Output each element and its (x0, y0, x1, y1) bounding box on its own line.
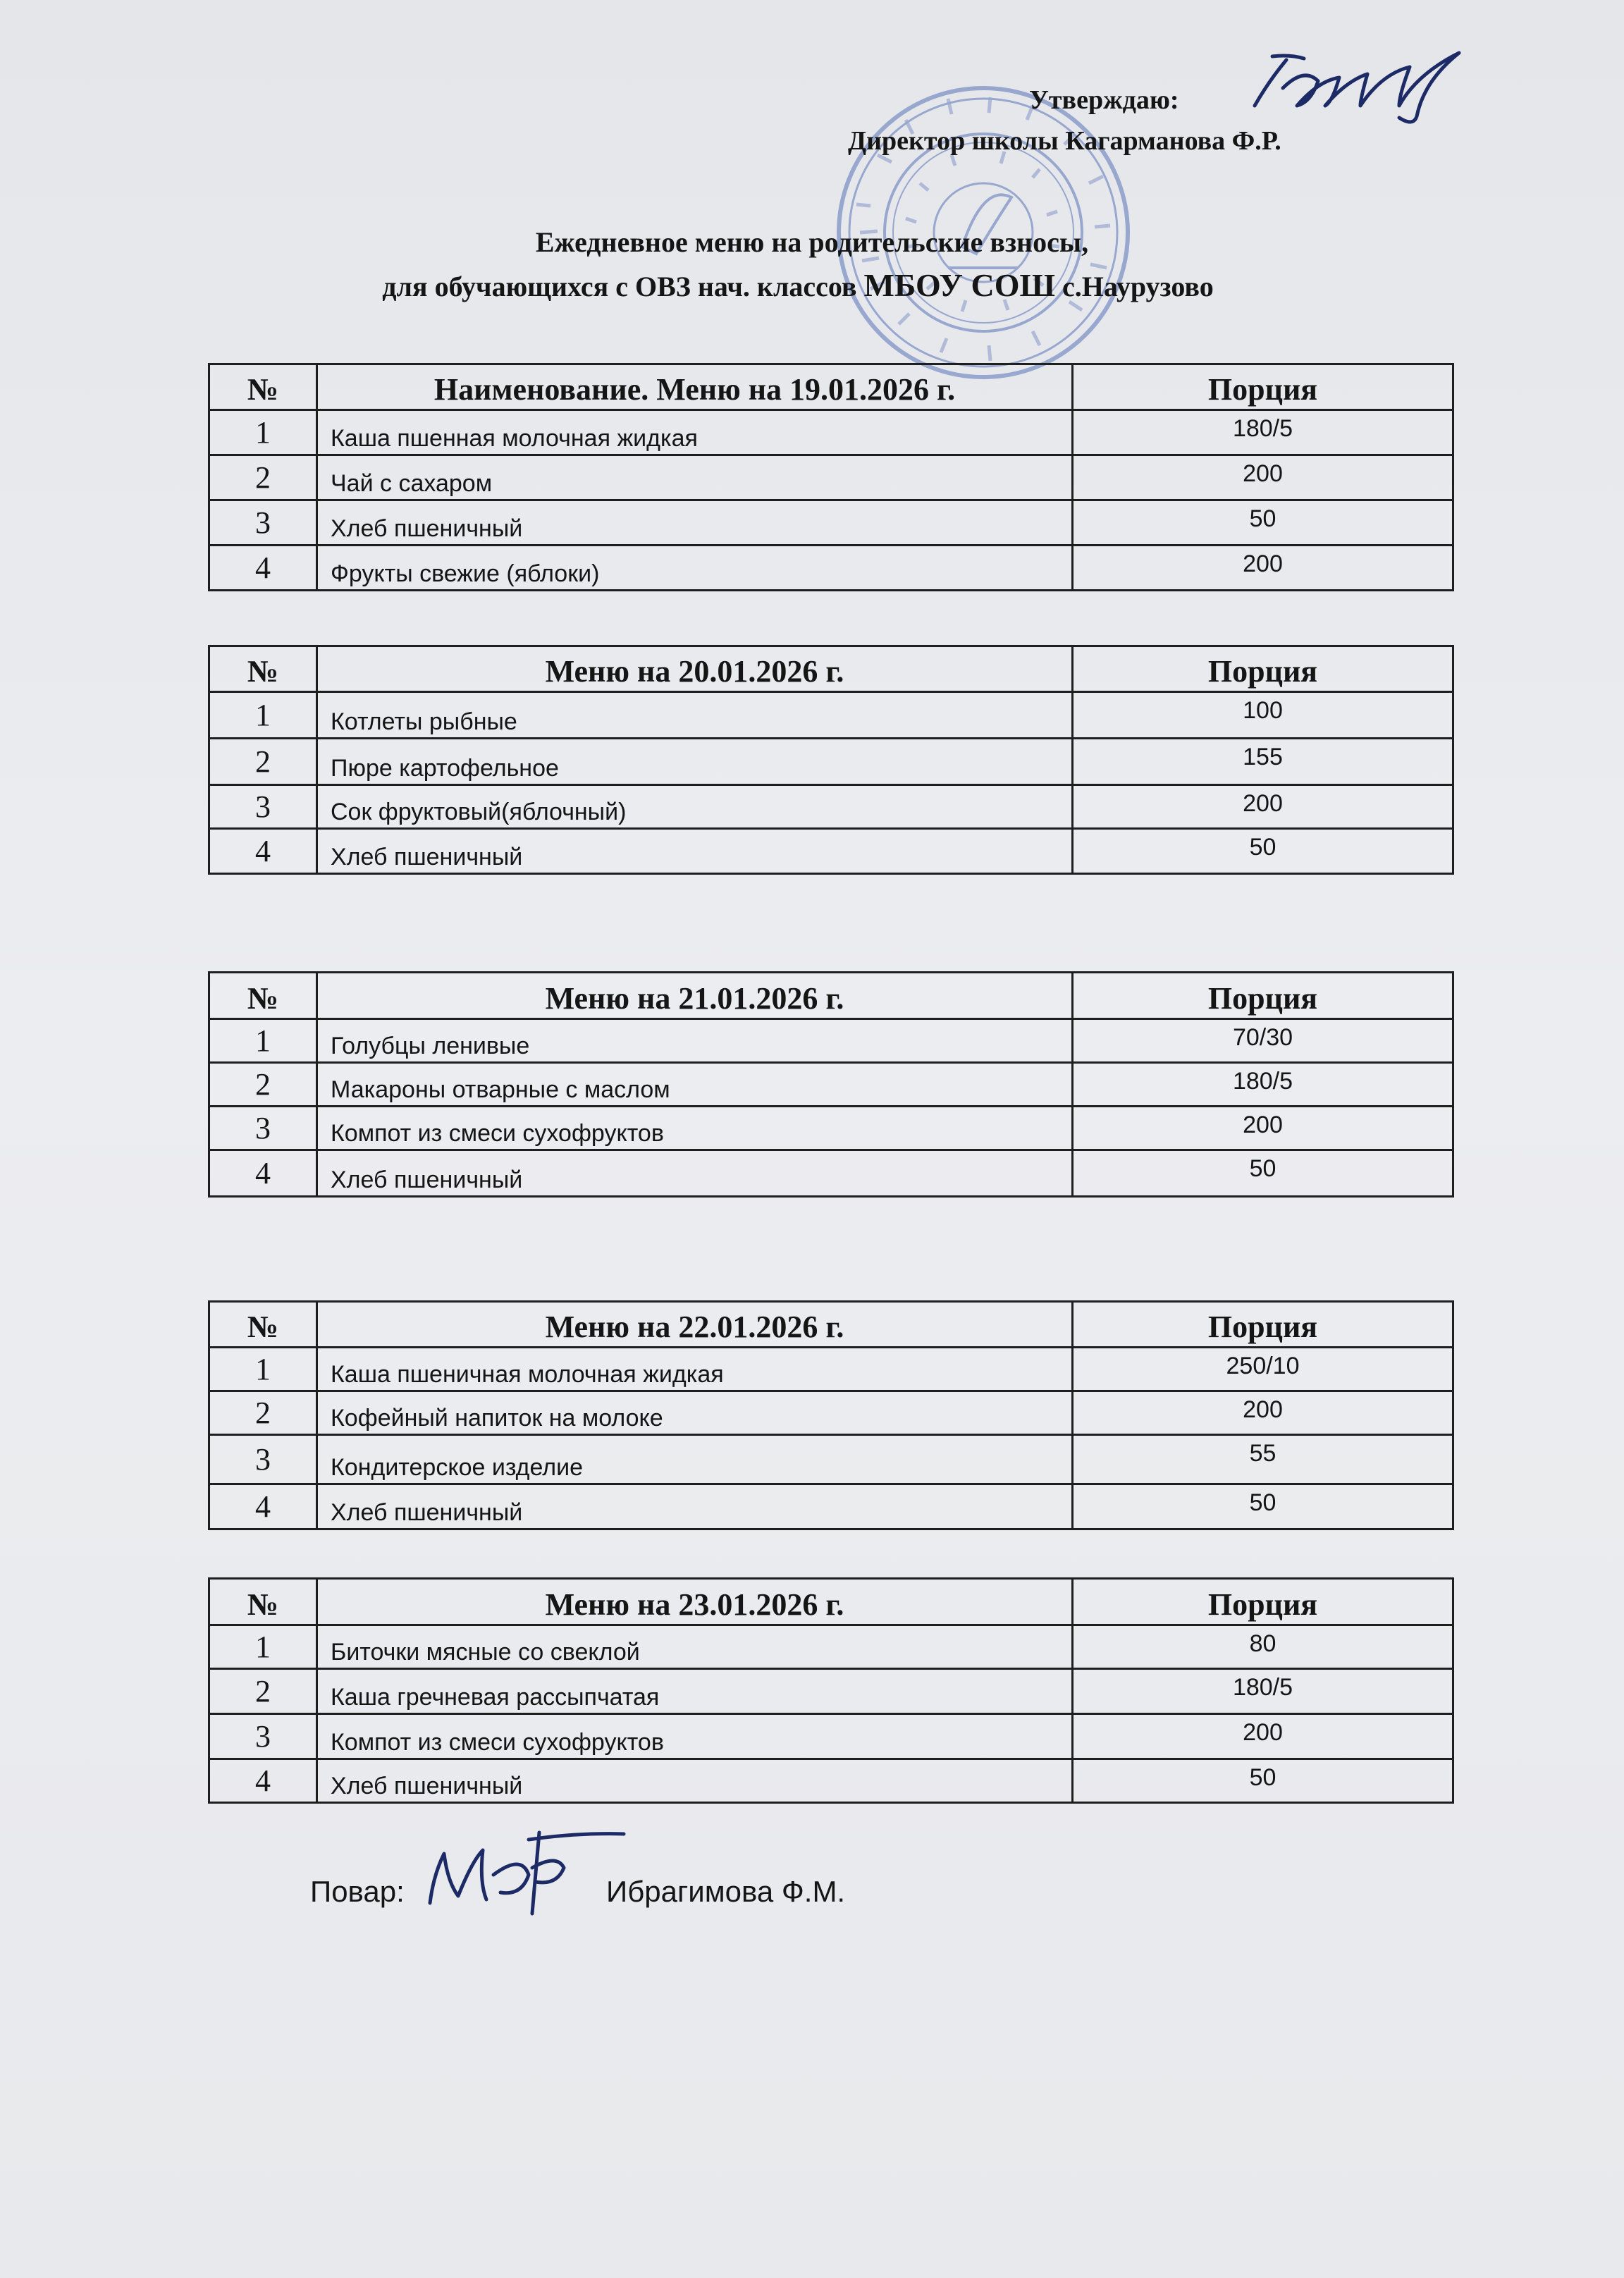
menu-table-2 (208, 645, 1454, 875)
portion-size: 100 (1073, 692, 1453, 739)
dish-name: Кондитерское изделие (317, 1435, 1073, 1484)
menu-table-1 (208, 363, 1454, 591)
column-portion-header: Порция (1073, 1579, 1453, 1625)
dish-name: Хлеб пшеничный (317, 1150, 1073, 1197)
column-name-header: Меню на 20.01.2026 г. (317, 646, 1073, 692)
table-row (209, 1150, 1453, 1197)
dish-name: Кофейный напиток на молоке (317, 1391, 1073, 1435)
table-row (209, 1063, 1453, 1107)
table-header-row (209, 1579, 1453, 1625)
menu-table-4 (208, 1300, 1454, 1530)
table-row (209, 1019, 1453, 1063)
dish-name: Хлеб пшеничный (317, 500, 1073, 546)
portion-size: 200 (1073, 455, 1453, 500)
portion-size: 250/10 (1073, 1348, 1453, 1391)
row-number: 1 (209, 1019, 317, 1063)
approval-director: Директор школы Кагарманова Ф.Р. (848, 126, 1281, 156)
portion-size: 55 (1073, 1435, 1453, 1484)
portion-size: 200 (1073, 1107, 1453, 1150)
approval-label: Утверждаю: (1029, 85, 1179, 115)
row-number: 2 (209, 1391, 317, 1435)
menu-table-3 (208, 971, 1454, 1198)
row-number: 3 (209, 785, 317, 829)
director-signature-icon (1248, 39, 1480, 130)
dish-name: Сок фруктовый(яблочный) (317, 785, 1073, 829)
row-number: 3 (209, 500, 317, 546)
portion-size: 70/30 (1073, 1019, 1453, 1063)
portion-size: 50 (1073, 1150, 1453, 1197)
table-row (209, 1484, 1453, 1529)
cook-signature-icon (416, 1826, 627, 1917)
table-header-row (209, 973, 1453, 1019)
table-row (209, 1391, 1453, 1435)
portion-size: 180/5 (1073, 1669, 1453, 1714)
dish-name: Фрукты свежие (яблоки) (317, 546, 1073, 591)
document-title-line1: Ежедневное меню на родительские взносы, (535, 226, 1089, 258)
cook-label: Повар: (310, 1875, 405, 1908)
table-row (209, 500, 1453, 546)
table-header-row (209, 1302, 1453, 1348)
column-portion-header: Порция (1073, 364, 1453, 410)
portion-size: 50 (1073, 500, 1453, 546)
dish-name: Котлеты рыбные (317, 692, 1073, 739)
row-number: 4 (209, 829, 317, 874)
row-number: 1 (209, 1348, 317, 1391)
dish-name: Каша гречневая рассыпчатая (317, 1669, 1073, 1714)
table-row (209, 455, 1453, 500)
dish-name: Макароны отварные с маслом (317, 1063, 1073, 1107)
portion-size: 200 (1073, 785, 1453, 829)
portion-size: 200 (1073, 546, 1453, 591)
table-row (209, 1625, 1453, 1669)
table-row (209, 546, 1453, 591)
column-portion-header: Порция (1073, 1302, 1453, 1348)
portion-size: 155 (1073, 739, 1453, 785)
dish-name: Компот из смеси сухофруктов (317, 1714, 1073, 1759)
column-portion-header: Порция (1073, 973, 1453, 1019)
row-number: 4 (209, 1484, 317, 1529)
column-name-header: Меню на 22.01.2026 г. (317, 1302, 1073, 1348)
portion-size: 180/5 (1073, 410, 1453, 455)
row-number: 4 (209, 1759, 317, 1803)
column-number-header: № (209, 646, 317, 692)
title-school: МБОУ СОШ (863, 267, 1055, 303)
column-number-header: № (209, 973, 317, 1019)
column-name-header: Наименование. Меню на 19.01.2026 г. (317, 364, 1073, 410)
portion-size: 200 (1073, 1714, 1453, 1759)
column-number-header: № (209, 1579, 317, 1625)
column-number-header: № (209, 1302, 317, 1348)
dish-name: Хлеб пшеничный (317, 829, 1073, 874)
row-number: 1 (209, 692, 317, 739)
dish-name: Чай с сахаром (317, 455, 1073, 500)
table-row (209, 739, 1453, 785)
table-row (209, 829, 1453, 874)
table-row (209, 692, 1453, 739)
table-row (209, 1348, 1453, 1391)
title-audience: для обучающихся с ОВЗ нач. классов (382, 271, 864, 302)
row-number: 4 (209, 546, 317, 591)
title-village: с.Наурузово (1055, 271, 1214, 302)
dish-name: Голубцы ленивые (317, 1019, 1073, 1063)
dish-name: Каша пшеничная молочная жидкая (317, 1348, 1073, 1391)
dish-name: Каша пшенная молочная жидкая (317, 410, 1073, 455)
dish-name: Хлеб пшеничный (317, 1484, 1073, 1529)
table-row (209, 785, 1453, 829)
table-row (209, 1714, 1453, 1759)
table-row (209, 1107, 1453, 1150)
table-row (209, 1435, 1453, 1484)
dish-name: Биточки мясные со свеклой (317, 1625, 1073, 1669)
row-number: 3 (209, 1435, 317, 1484)
portion-size: 200 (1073, 1391, 1453, 1435)
row-number: 4 (209, 1150, 317, 1197)
cook-name: Ибрагимова Ф.М. (606, 1875, 846, 1908)
column-name-header: Меню на 23.01.2026 г. (317, 1579, 1073, 1625)
portion-size: 180/5 (1073, 1063, 1453, 1107)
table-header-row (209, 364, 1453, 410)
row-number: 2 (209, 1063, 317, 1107)
table-row (209, 410, 1453, 455)
table-row (209, 1759, 1453, 1803)
portion-size: 80 (1073, 1625, 1453, 1669)
row-number: 2 (209, 739, 317, 785)
dish-name: Компот из смеси сухофруктов (317, 1107, 1073, 1150)
column-number-header: № (209, 364, 317, 410)
portion-size: 50 (1073, 1484, 1453, 1529)
portion-size: 50 (1073, 1759, 1453, 1803)
column-portion-header: Порция (1073, 646, 1453, 692)
column-name-header: Меню на 21.01.2026 г. (317, 973, 1073, 1019)
row-number: 3 (209, 1107, 317, 1150)
menu-table-5 (208, 1577, 1454, 1804)
table-row (209, 1669, 1453, 1714)
row-number: 1 (209, 1625, 317, 1669)
document-title-line2 (0, 266, 1610, 304)
row-number: 1 (209, 410, 317, 455)
table-header-row (209, 646, 1453, 692)
portion-size: 50 (1073, 829, 1453, 874)
row-number: 2 (209, 455, 317, 500)
row-number: 2 (209, 1669, 317, 1714)
dish-name: Пюре картофельное (317, 739, 1073, 785)
dish-name: Хлеб пшеничный (317, 1759, 1073, 1803)
row-number: 3 (209, 1714, 317, 1759)
